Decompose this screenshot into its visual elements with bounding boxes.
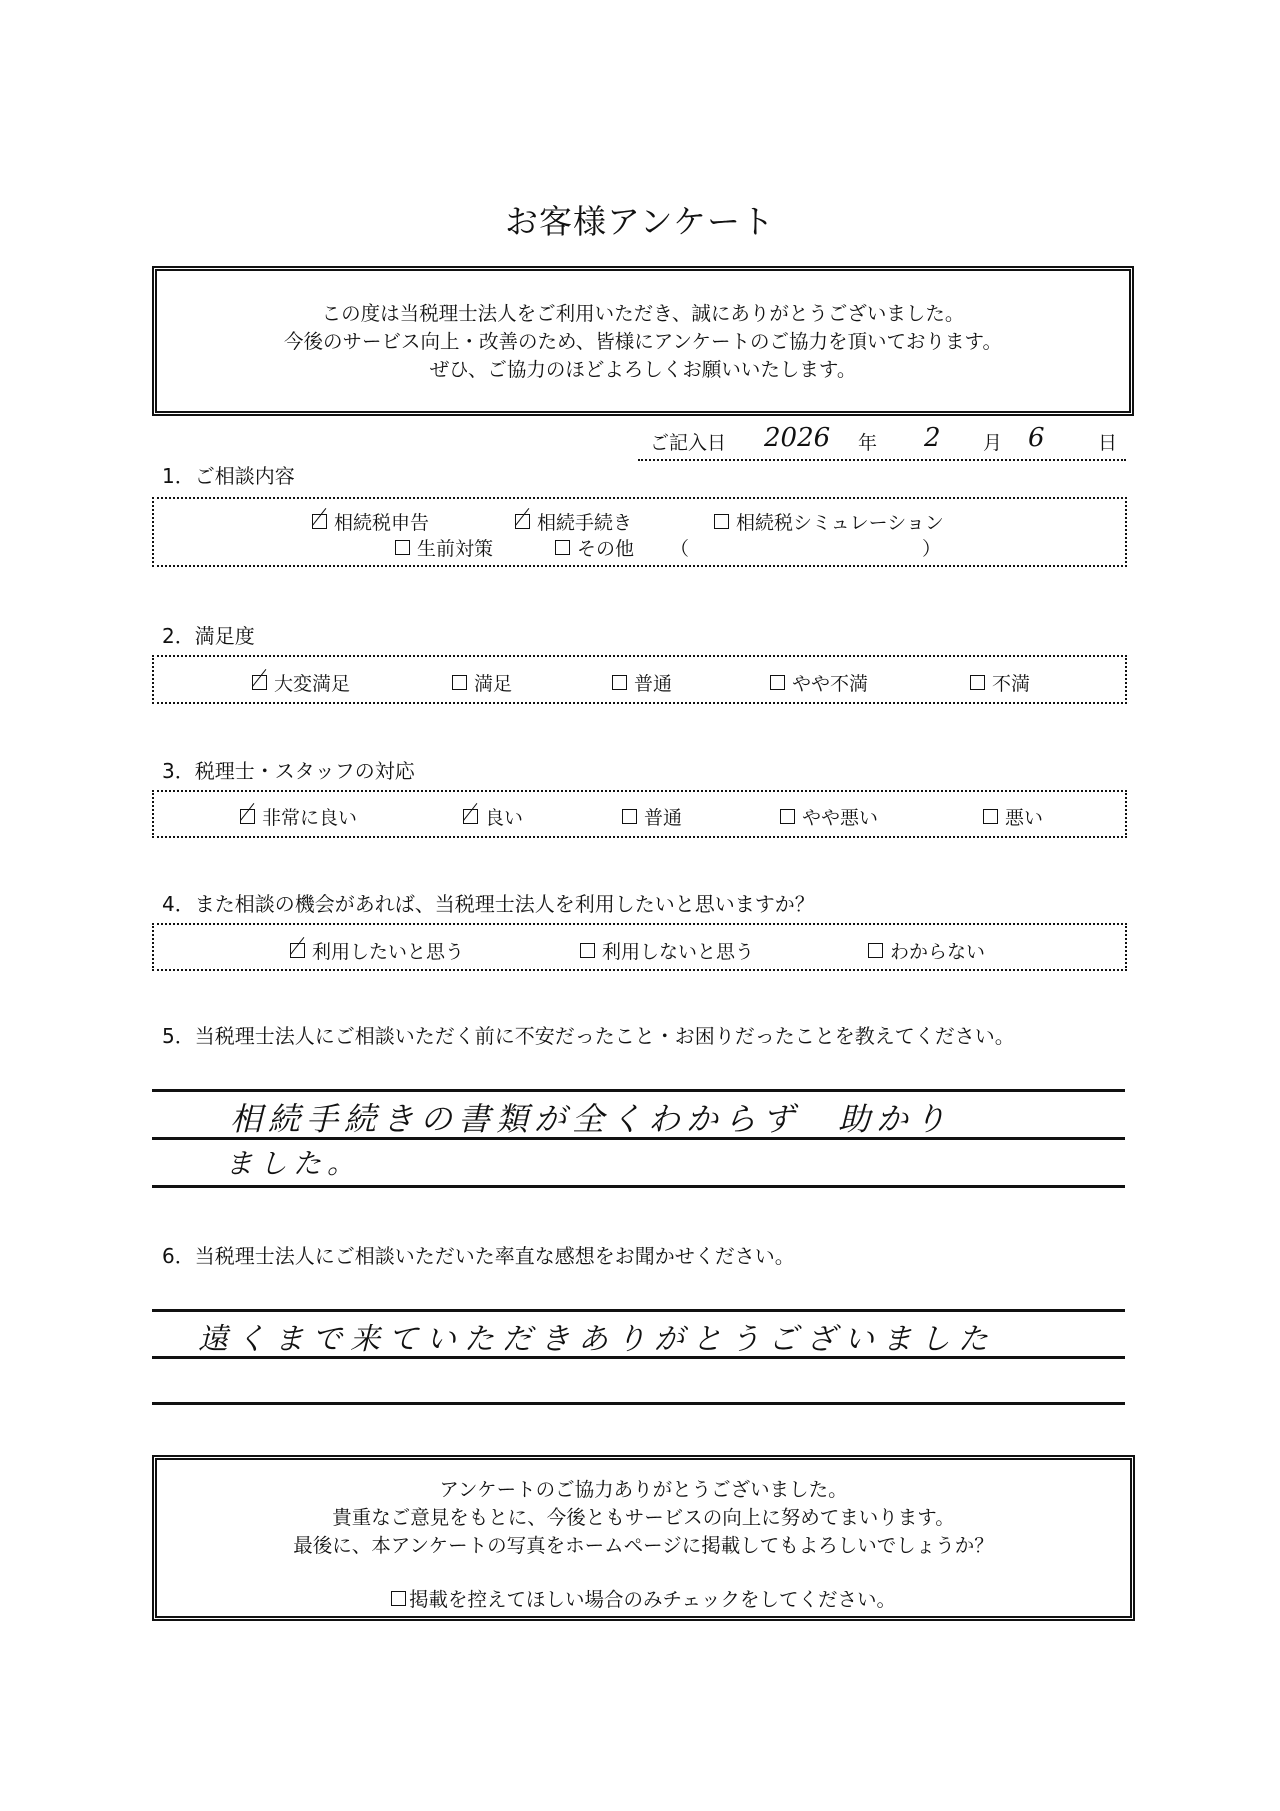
option-label: 悪い [1005,807,1044,829]
q3-option-futsu[interactable] [622,803,682,830]
date-day-value[interactable]: 6 [1028,423,1045,453]
option-label: 満足 [474,673,513,695]
option-label: その他 [577,538,635,560]
date-month-value[interactable]: 2 [924,423,941,453]
option-label: わからない [890,941,986,963]
checkbox-icon[interactable] [391,1591,406,1606]
date-year-value[interactable]: 2026 [764,423,831,453]
q5-answer-line[interactable]: 相続手続きの書類が全くわからず 助かり [230,1100,953,1138]
checkbox-checked-icon[interactable] [515,514,530,529]
checkbox-icon[interactable] [780,809,795,824]
q1-label: 1．ご相談内容 [162,464,295,488]
q3-option-yoi[interactable] [463,803,523,830]
q4-label: 4．また相談の機会があれば、当税理士法人を利用したいと思いますか？ [162,892,815,916]
option-label: やや不満 [792,673,869,695]
footer-text [152,1476,1135,1560]
footer-opt-out[interactable] [152,1584,1135,1612]
checkbox-icon[interactable] [983,809,998,824]
q1-other-close-paren: ） [922,538,942,560]
q2-label: 2．満足度 [162,624,255,648]
intro-line: この度は当税理士法人をご利用いただき、誠にありがとうございました。 [321,302,965,325]
q3-label: 3．税理士・スタッフの対応 [162,759,415,783]
q4-option-riyou-shitai[interactable] [290,937,464,964]
q1-option-souzokuzei-shinkoku[interactable] [312,508,429,535]
q2-option-daihen-manzoku[interactable] [252,669,350,696]
q1-option-souzoku-tetsuzuki[interactable] [515,508,632,535]
checkbox-icon[interactable] [452,675,467,690]
checkbox-icon[interactable] [970,675,985,690]
checkbox-checked-icon[interactable] [240,809,255,824]
answer-rule [152,1402,1125,1405]
checkbox-icon[interactable] [612,675,627,690]
q2-option-futsu[interactable] [612,669,672,696]
q1-option-seizen-taisaku[interactable] [395,534,493,561]
checkbox-icon[interactable] [622,809,637,824]
intro-line: 今後のサービス向上・改善のため、皆様にアンケートのご協力を頂いております。 [284,330,1002,353]
checkbox-icon[interactable] [868,943,883,958]
option-label: 非常に良い [262,807,358,829]
date-year-unit: 年 [858,432,878,454]
option-label: 大変満足 [274,673,351,695]
footer-line: 最後に、本アンケートの写真をホームページに掲載してもよろしいでしょうか？ [293,1534,994,1557]
footer-line: アンケートのご協力ありがとうございました。 [439,1478,848,1501]
q2-option-yaya-fuman[interactable] [770,669,868,696]
option-label: 良い [485,807,524,829]
opt-out-label: 掲載を控えてほしい場合のみチェックをしてください。 [409,1588,896,1611]
checkbox-icon[interactable] [770,675,785,690]
footer-line: 貴重なご意見をもとに、今後ともサービスの向上に努めてまいります。 [332,1506,955,1529]
checkbox-icon[interactable] [395,540,410,555]
q4-option-riyou-shinai[interactable] [580,937,754,964]
q5-answer-line[interactable]: ました。 [225,1147,362,1180]
option-label: 利用しないと思う [602,941,755,963]
answer-rule [152,1089,1125,1092]
q2-option-manzoku[interactable] [452,669,512,696]
option-label: 相続税申告 [334,512,430,534]
q1-option-simulation[interactable] [714,508,944,535]
option-label: 相続税シミュレーション [736,512,944,534]
date-label: ご記入日 [650,432,727,454]
intro-line: ぜひ、ご協力のほどよろしくお願いいたします。 [429,358,857,381]
option-label: 生前対策 [417,538,494,560]
q3-option-warui[interactable] [983,803,1043,830]
answer-rule [152,1309,1125,1312]
checkbox-icon[interactable] [555,540,570,555]
q5-label: 5．当税理士法人にご相談いただく前に不安だったこと・お困りだったことを教えてください。 [162,1024,1015,1048]
q3-option-hijou-ni-yoi[interactable] [240,803,357,830]
q2-option-fuman[interactable] [970,669,1030,696]
option-label: 利用したいと思う [312,941,465,963]
checkbox-checked-icon[interactable] [312,514,327,529]
q6-label: 6．当税理士法人にご相談いただいた率直な感想をお聞かせください。 [162,1244,795,1268]
option-label: 不満 [992,673,1031,695]
q1-other-open-paren: （ [670,538,690,560]
q1-option-other[interactable] [555,534,634,561]
checkbox-icon[interactable] [580,943,595,958]
q4-option-wakaranai[interactable] [868,937,985,964]
answer-rule [152,1185,1125,1188]
option-label: 普通 [634,673,673,695]
checkbox-checked-icon[interactable] [252,675,267,690]
q3-option-yaya-warui[interactable] [780,803,878,830]
page-title: お客様アンケート [504,202,776,241]
q6-answer-line[interactable]: 遠くまで来ていただきありがとうございました [198,1322,996,1357]
option-label: やや悪い [802,807,879,829]
checkbox-checked-icon[interactable] [290,943,305,958]
option-label: 普通 [644,807,683,829]
q1-other-input[interactable] [700,534,920,558]
date-month-unit: 月 [983,432,1003,454]
checkbox-checked-icon[interactable] [463,809,478,824]
checkbox-icon[interactable] [714,514,729,529]
option-label: 相続手続き [537,512,633,534]
intro-text [152,300,1134,384]
q1-options-box [152,497,1127,567]
date-day-unit: 日 [1098,432,1118,454]
